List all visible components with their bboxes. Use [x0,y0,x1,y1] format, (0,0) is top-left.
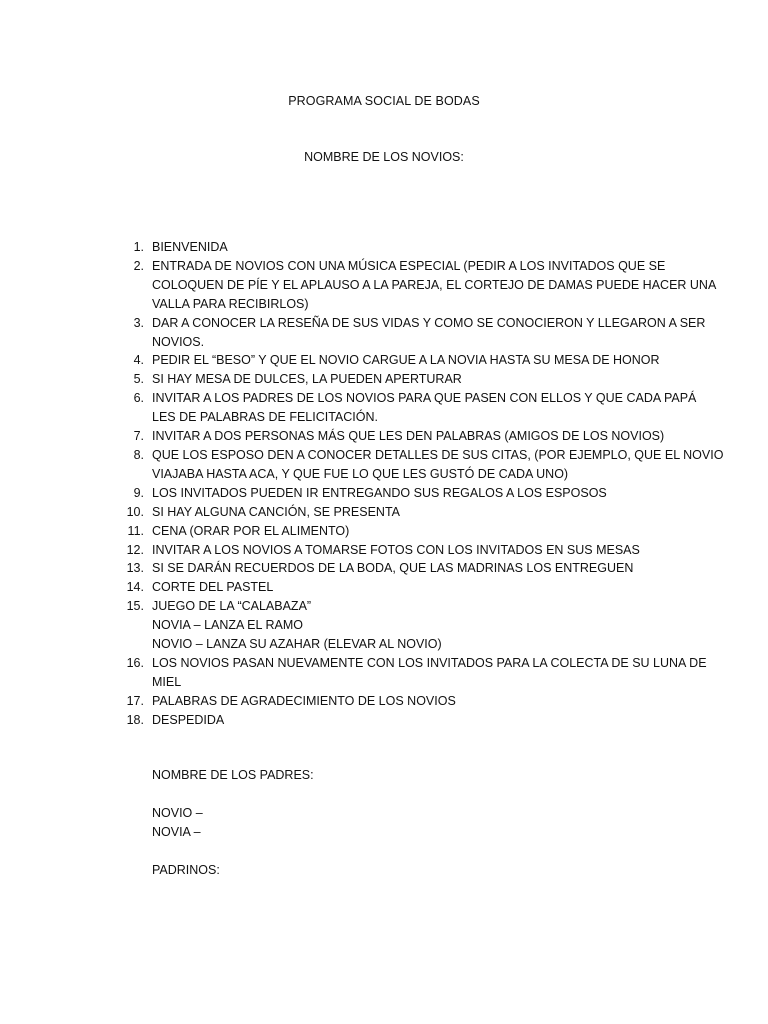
list-item [118,389,697,427]
list-item-text: NOVIOS. [152,334,205,349]
couple-name-heading: NOMBRE DE LOS NOVIOS: [304,150,464,164]
list-item-text: INVITAR A LOS PADRES DE LOS NOVIOS PARA QUE PASEN CON ELLOS Y QUE CADA PAPÁ [152,391,697,406]
list-item-number: 11. [127,523,144,538]
parents-name-label: NOMBRE DE LOS PADRES: [152,768,314,782]
list-item-number: 12. [126,542,144,557]
list-item-text: DESPEDIDA [152,712,225,727]
list-item [118,692,678,711]
list-item [118,484,678,503]
list-item-text: BIENVENIDA [152,240,228,254]
list-item-text: SI HAY ALGUNA CANCIÓN, SE PRESENTA [152,504,400,519]
list-item-number: 5. [133,372,144,387]
list-item-text: COLOQUEN DE PÍE Y EL APLAUSO A LA PAREJA, EL CORTEJO DE DAMAS PUEDE HACER UNA [152,277,717,292]
list-item [118,654,707,692]
list-item [118,503,678,522]
list-item-number: 3. [133,315,144,330]
list-item [118,711,678,730]
blank-line [152,785,314,804]
list-item-text: NOVIO – LANZA SU AZAHAR (ELEVAR AL NOVIO) [152,637,442,652]
list-item-number: 8. [133,447,144,462]
program-list [118,238,724,730]
list-item-number: 1. [133,240,144,254]
list-item [118,597,678,654]
list-item-text: LOS INVITADOS PUEDEN IR ENTREGANDO SUS REGALOS A LOS ESPOSOS [152,485,607,500]
list-item [118,522,678,541]
list-item-number: 7. [133,429,144,444]
list-item [118,578,678,597]
list-item-text: QUE LOS ESPOSO DEN A CONOCER DETALLES DE SUS CITAS, (POR EJEMPLO, QUE EL NOVIO [152,447,724,462]
list-item-number: 17. [126,693,144,708]
blank-line [152,842,314,861]
list-item-text: PEDIR EL “BESO” Y QUE EL NOVIO CARGUE A LA NOVIA HASTA SU MESA DE HONOR [152,353,660,368]
list-item-number: 4. [133,353,144,368]
list-item-number: 10. [126,504,144,519]
list-item [118,238,678,257]
list-item-text: MIEL [152,674,182,689]
list-item [118,351,678,370]
list-item [118,314,706,352]
list-item-text: CORTE DEL PASTEL [152,580,274,595]
list-item-number: 13. [126,561,144,576]
list-item [118,427,678,446]
list-item [118,559,678,578]
list-item-number: 18. [126,712,144,727]
footer-section [152,766,314,879]
list-item [118,257,717,314]
list-item-text: VIAJABA HASTA ACA, Y QUE FUE LO QUE LES GUSTÓ DE CADA UNO) [152,466,569,481]
list-item-number: 6. [133,391,144,406]
list-item-text: NOVIA – LANZA EL RAMO [152,618,303,633]
list-item-text: JUEGO DE LA “CALABAZA” [152,599,312,614]
list-item-number: 16. [126,655,144,670]
list-item [118,446,724,484]
list-item-text: SI SE DARÁN RECUERDOS DE LA BODA, QUE LAS MADRINAS LOS ENTREGUEN [152,561,634,576]
document-title: PROGRAMA SOCIAL DE BODAS [288,94,480,108]
bride-parent-label: NOVIA – [152,824,201,839]
list-item [118,541,678,560]
list-item-text: SI HAY MESA DE DULCES, LA PUEDEN APERTURAR [152,372,462,387]
groom-parent-label: NOVIO – [152,805,203,820]
list-item-text: INVITAR A LOS NOVIOS A TOMARSE FOTOS CON LOS INVITADOS EN SUS MESAS [152,542,640,557]
list-item-number: 15. [126,599,144,614]
list-item-number: 9. [133,485,144,500]
list-item-text: VALLA PARA RECIBIRLOS) [152,296,309,311]
list-item-text: ENTRADA DE NOVIOS CON UNA MÚSICA ESPECIAL (PEDIR A LOS INVITADOS QUE SE [152,258,666,273]
list-item-text: PALABRAS DE AGRADECIMIENTO DE LOS NOVIOS [152,693,456,708]
list-item-text: DAR A CONOCER LA RESEÑA DE SUS VIDAS Y COMO SE CONOCIERON Y LLEGARON A SER [152,315,706,330]
list-item-text: INVITAR A DOS PERSONAS MÁS QUE LES DEN PALABRAS (AMIGOS DE LOS NOVIOS) [152,429,665,444]
list-item-text: LOS NOVIOS PASAN NUEVAMENTE CON LOS INVITADOS PARA LA COLECTA DE SU LUNA DE [152,655,707,670]
list-item-number: 14. [126,580,144,595]
list-item-text: LES DE PALABRAS DE FELICITACIÓN. [152,410,378,425]
godparents-label: PADRINOS: [152,862,220,877]
list-item [118,370,678,389]
list-item-text: CENA (ORAR POR EL ALIMENTO) [152,523,350,538]
list-item-number: 2. [133,258,144,273]
